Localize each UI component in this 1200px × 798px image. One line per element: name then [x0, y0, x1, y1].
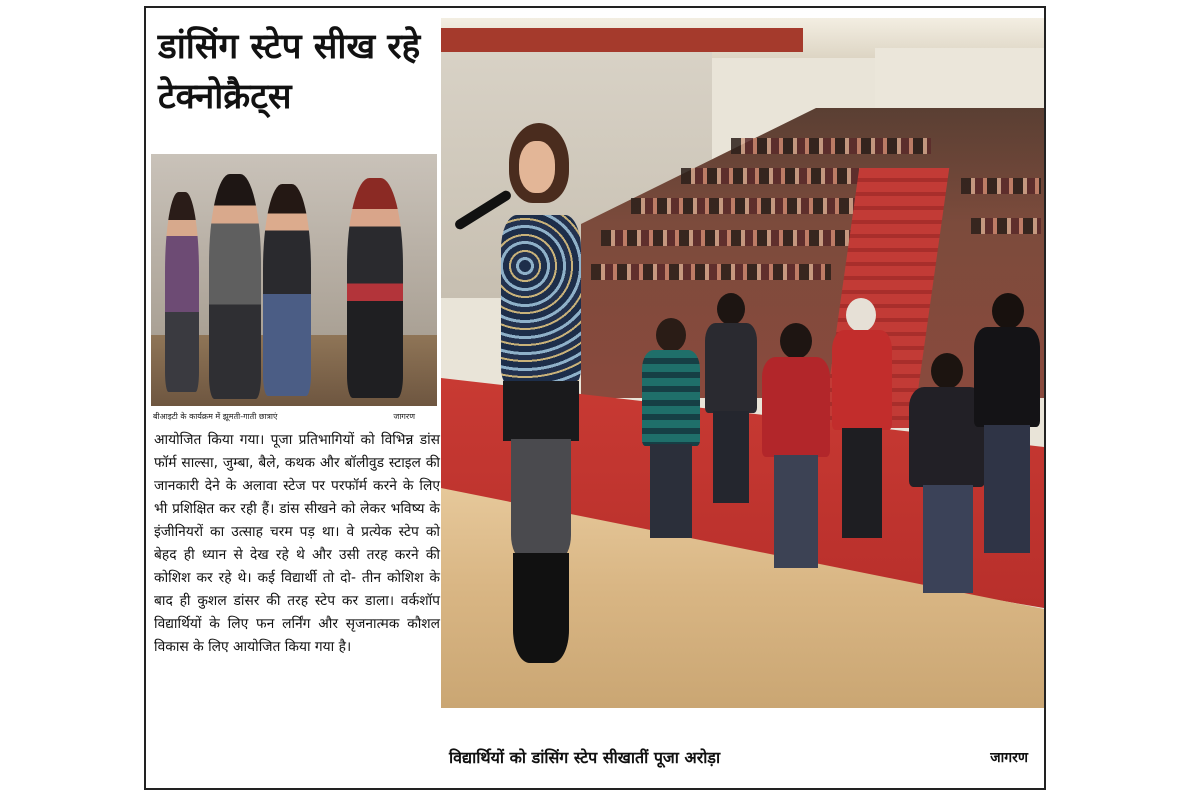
instructor-legs: [511, 439, 571, 559]
article-headline: डांसिंग स्टेप सीख रहे टेक्नोक्रैट्स: [158, 27, 421, 117]
audience-row: [591, 264, 831, 280]
instructor-boots: [513, 553, 569, 663]
inset-photo-caption-row: [151, 406, 437, 428]
main-photo-caption: विद्यार्थियों को डांसिंग स्टेप सीखातीं पूजा अरोड़ा: [449, 748, 721, 767]
main-dance-class-photo: [441, 18, 1044, 708]
student-striped-sweater: [636, 318, 706, 538]
inset-photo-caption: बीआइटी के कार्यक्रम में झूमती-गाती छात्राएं: [153, 412, 278, 421]
audience-row: [731, 138, 931, 154]
newspaper-clipping: [144, 6, 1046, 790]
article-body: आयोजित किया गया। पूजा प्रतिभागियों को विभिन्न डांस फॉर्म साल्सा, जुम्बा, बैले, कथक और बॉलीवुड स्टाइल की जानकारी देने के अलावा स्टेज पर परफॉर्म करने के लिए भी प्रशिक्षित कर रही हैं। डांस सीखने को लेकर भविष्य के इंजीनियरों का उत्साह चरम पड़ था। वे प्रत्येक स्टेप को बेहद ही ध्यान से देख रहे थे और उसी तरह करने की कोशिश कर रहे थे। कई विद्यार्थी तो दो- तीन कोशिश के बाद ही कुशल डांसर की तरह स्टेप कर डाला। वर्कशॉप विद्यार्थियों के लिए फन लर्निंग और सृजनात्मक कौशल विकास के लिए आयोजित किया गया है।: [154, 432, 440, 655]
instructor-top: [501, 215, 581, 385]
instructor-figure: [491, 123, 591, 663]
inset-dancer-1: [165, 192, 199, 392]
main-photo-credit: जागरण: [990, 750, 1028, 766]
inset-dancer-4: [347, 178, 403, 398]
student-red-jacket: [756, 323, 836, 568]
inset-dancers-photo: [151, 154, 437, 406]
student-background: [701, 293, 761, 503]
inset-dancer-2: [209, 174, 261, 399]
audience-row: [971, 218, 1041, 234]
student-red-jacket-cap: [826, 298, 896, 538]
student-black-top: [966, 293, 1044, 553]
instructor-shorts: [503, 381, 579, 441]
inset-photo-credit: जागरण: [393, 412, 415, 421]
audience-row: [961, 178, 1041, 194]
auditorium-wall-stripe: [441, 28, 803, 52]
instructor-face: [519, 141, 555, 193]
audience-row: [601, 230, 861, 246]
inset-dancer-3: [263, 184, 311, 396]
